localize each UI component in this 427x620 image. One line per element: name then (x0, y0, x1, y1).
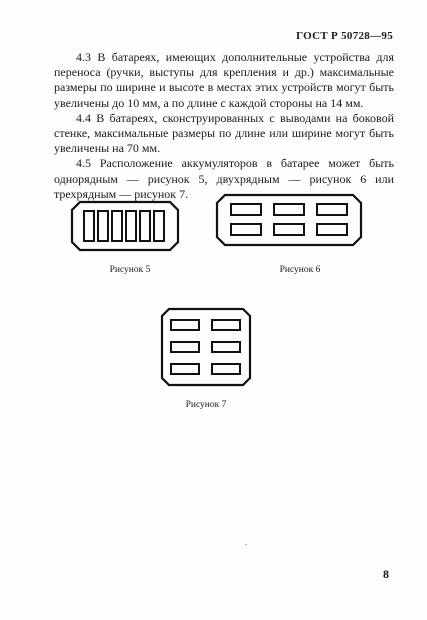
cell (84, 211, 94, 241)
cell (112, 211, 122, 241)
cell (140, 211, 150, 241)
cell (154, 211, 164, 241)
cell (231, 204, 261, 215)
cell (126, 211, 136, 241)
cell-grid (171, 320, 240, 374)
page-number: 8 (383, 567, 389, 581)
cell (317, 224, 347, 235)
paragraph-4-3: 4.3 В батареях, имеющих дополнительные устройства для переноса (ручки, выступы для крепления и др.) максимальные размеры по ширине и высоте в местах этих устройств могут быть увеличены до 10 мм, а по длине с каждой стороны на 14 мм. (54, 50, 394, 110)
cell (317, 204, 347, 215)
battery-outline (217, 195, 361, 245)
cell (274, 204, 304, 215)
cell-grid (231, 204, 347, 235)
stray-mark: . (245, 538, 247, 547)
cell (274, 224, 304, 235)
paragraph-4-4: 4.4 В батареях, сконструированных с выводами на боковой стенке, максимальные размеры по длине или ширине могут быть увеличены на 70 мм. (54, 110, 394, 156)
figure-6-diagram (215, 193, 363, 247)
cell-row (84, 211, 164, 241)
figure-7-diagram (160, 307, 252, 387)
figure-5-caption: Рисунок 5 (109, 265, 151, 275)
cell (171, 342, 199, 352)
cell (98, 211, 108, 241)
cell (212, 320, 240, 330)
cell (212, 342, 240, 352)
cell (212, 364, 240, 374)
figure-6-caption: Рисунок 6 (279, 265, 321, 275)
figure-7-caption: Рисунок 7 (185, 400, 227, 410)
cell (171, 364, 199, 374)
cell (171, 320, 199, 330)
cell (231, 224, 261, 235)
standard-number-header: ГОСТ Р 50728—95 (296, 30, 393, 42)
paragraph-4-5: 4.5 Расположение аккумуляторов в батарее может быть однорядным — рисунок 5, двухрядным — рисунок 6 или трехрядным — рисунок 7. (54, 156, 394, 201)
figure-5-diagram (70, 200, 180, 252)
body-text (54, 50, 394, 202)
